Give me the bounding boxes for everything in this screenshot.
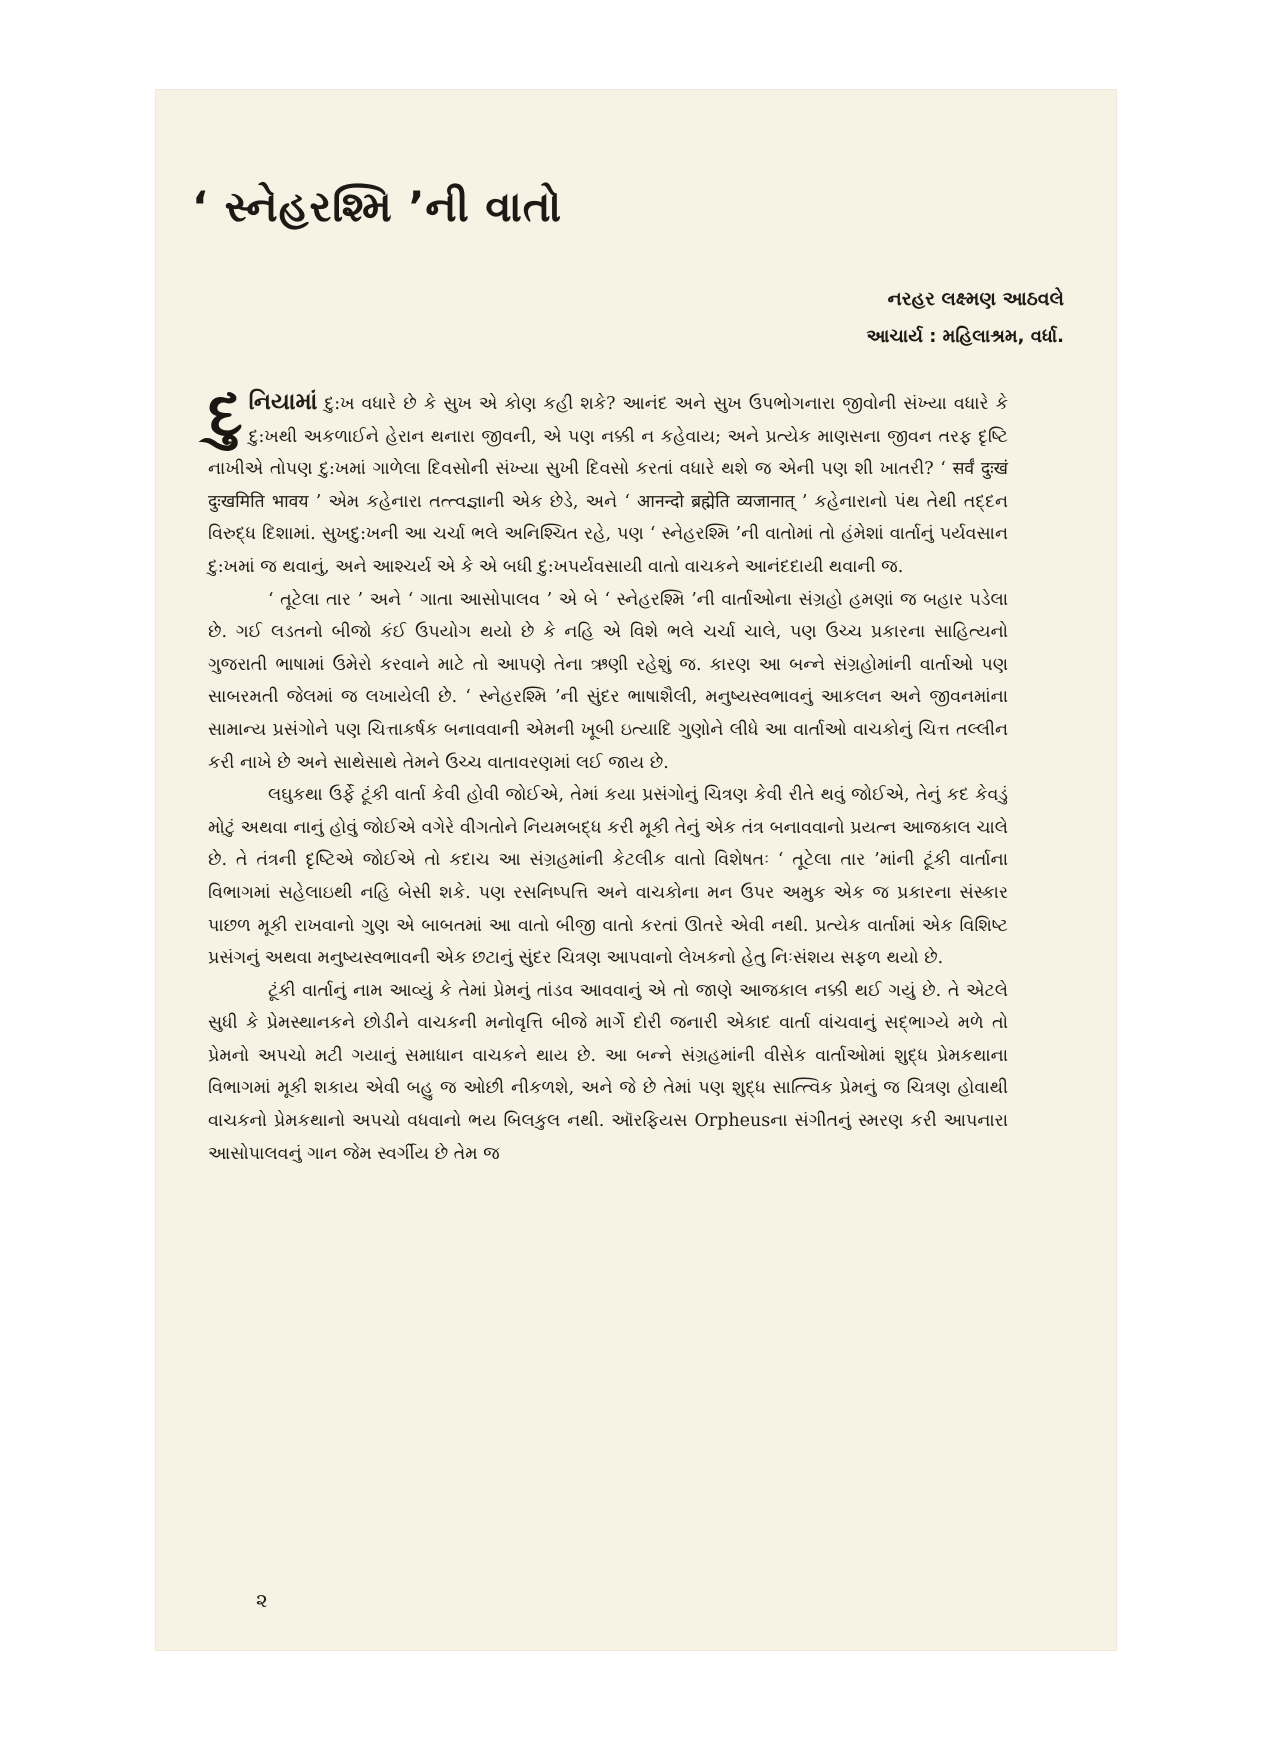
paragraph-2 [208,584,1008,780]
page-number: ૨ [256,1588,268,1612]
paragraph-text: ‘ તૂટેલા તાર ’ અને ‘ ગાતા આસોપાલવ ’ એ બે ‘ સ્નેહરશ્મિ ’ની વાર્તાઓના સંગ્રહો હમણાં જ બહાર પડેલા છે. ગઈ લડતનો બીજો કંઈ ઉપયોગ થયો છે કે નહિ એ વિશે ભલે ચર્ચા ચાલે, પણ ઉચ્ચ પ્રકારના સાહિત્યનો ગુજરાતી ભાષામાં ઉમેરો કરવાને માટે તો આપણે તેના ઋણી રહેશું જ. કારણ આ બન્ને સંગ્રહોમાંની વાર્તાઓ પણ સાબરમતી જેલમાં જ લખાયેલી છે. ‘ સ્નેહરશ્મિ ’ની સુંદર ભાષાશૈલી, મનુષ્યસ્વભાવનું આકલન અને જીવનમાંના સામાન્ય પ્રસંગોને પણ ચિત્તાકર્ષક બનાવવાની એમની ખૂબી ઇત્યાદિ ગુણોને લીધે આ વાર્તાઓ વાચકોનું ચિત્ત તલ્લીન કરી નાખે છે અને સાથેસાથે તેમને ઉચ્ચ વાતાવરણમાં લઈ જાય છે. [208,589,1008,773]
paragraph-text: લઘુકથા ઉર્ફે ટૂંકી વાર્તા કેવી હોવી જોઈએ, તેમાં કયા પ્રસંગોનું ચિત્રણ કેવી રીતે થવું જોઈએ, તેનું કદ કેવડું મોટું અથવા નાનું હોવું જોઈએ વગેરે વીગતોને નિયમબદ્ધ કરી મૂકી તેનું એક તંત્ર બનાવવાનો પ્રયત્ન આજકાલ ચાલે છે. તે તંત્રની દૃષ્ટિએ જોઈએ તો કદાચ આ સંગ્રહમાંની કેટલીક વાતો વિશેષતઃ ‘ તૂટેલા તાર ’માંની ટૂંકી વાર્તાના વિભાગમાં સહેલાઇથી નહિ બેસી શકે. પણ રસનિષ્પત્તિ અને વાચકોના મન ઉપર અમુક એક જ પ્રકારના સંસ્કાર પાછળ મૂકી રાખવાનો ગુણ એ બાબતમાં આ વાતો બીજી વાતો કરતાં ઊતરે એવી નથી. પ્રત્યેક વાર્તામાં એક વિશિષ્ટ પ્રસંગનું અથવા મનુષ્યસ્વભાવની એક છટાનું સુંદર ચિત્રણ આપવાનો લેખકનો હેતુ નિઃસંશય સફળ થયો છે. [208,785,1008,969]
author-block [866,280,1064,356]
paragraph-lead-word: નિયામાં [248,388,318,415]
article-title: ‘ સ્નેહરશ્મિ ’ની વાતો [192,182,563,231]
paragraph-text: દુ:ખ વધારે છે કે સુખ એ કોણ કહી શકે? આનંદ અને સુખ ઉપભોગનારા જીવોની સંખ્યા વધારે કે દુ:ખથી અકળાઈને હેરાન થનારા જીવની, એ પણ નક્કી ન કહેવાય; અને પ્રત્યેક માણસના જીવન તરફ દૃષ્ટિ નાખીએ તોપણ દુ:ખમાં ગાળેલા દિવસોની સંખ્યા સુખી દિવસો કરતાં વધારે થશે જ એની પણ શી ખાતરી? ‘ सर्वं दुःखं दुःखमिति भावय ’ એમ કહેનારા તત્ત્વજ્ઞાની એક છેડે, અને ‘ आनन्दो ब्रह्मेति व्यजानात् ’ કહેનારાનો પંથ તેથી તદ્દન વિરુદ્ધ દિશામાં. સુખદુ:ખની આ ચર્ચા ભલે અનિશ્ચિત રહે, પણ ‘ સ્નેહરશ્મિ ’ની વાતોમાં તો હંમેશાં વાર્તાનું પર્યવસાન દુ:ખમાં જ થવાનું, અને આશ્ચર્ય એ કે એ બધી દુ:ખપર્યવસાયી વાતો વાચકને આનંદદાયી થવાની જ. [208,394,1008,577]
paragraph-4 [208,975,1008,1171]
article-body [208,377,1008,1170]
drop-cap: દુ [208,377,243,450]
paragraph-1 [208,377,1008,584]
paragraph-3 [208,779,1008,975]
author-name: નરહર લક્ષ્મણ આઠવલે [887,288,1064,310]
paragraph-text: ટૂંકી વાર્તાનું નામ આવ્યું કે તેમાં પ્રેમનું તાંડવ આવવાનું એ તો જાણે આજકાલ નક્કી થઈ ગયું છે. તે એટલે સુધી કે પ્રેમસ્થાનકને છોડીને વાચકની મનોવૃત્તિ બીજે માર્ગે દોરી જનારી એકાદ વાર્તા વાંચવાનું સદ્ભાગ્યે મળે તો પ્રેમનો અપચો મટી ગયાનું સમાધાન વાચકને થાય છે. આ બન્ને સંગ્રહમાંની વીસેક વાર્તાઓમાં શુદ્ધ પ્રેમકથાના વિભાગમાં મૂકી શકાય એવી બહુ જ ઓછી નીકળશે, અને જે છે તેમાં પણ શુદ્ધ સાત્ત્વિક પ્રેમનું જ ચિત્રણ હોવાથી વાચકનો પ્રેમકથાનો અપચો વધવાનો ભય બિલકુલ નથી. ઑરફિયસ Orpheusના સંગીતનું સ્મરણ કરી આપનારા આસોપાલવનું ગાન જેમ સ્વર્ગીય છે તેમ જ [208,980,1008,1164]
page [156,90,1116,1650]
author-role: આચાર્ય : મહિલાશ્રમ, વર્ધા. [866,326,1064,347]
